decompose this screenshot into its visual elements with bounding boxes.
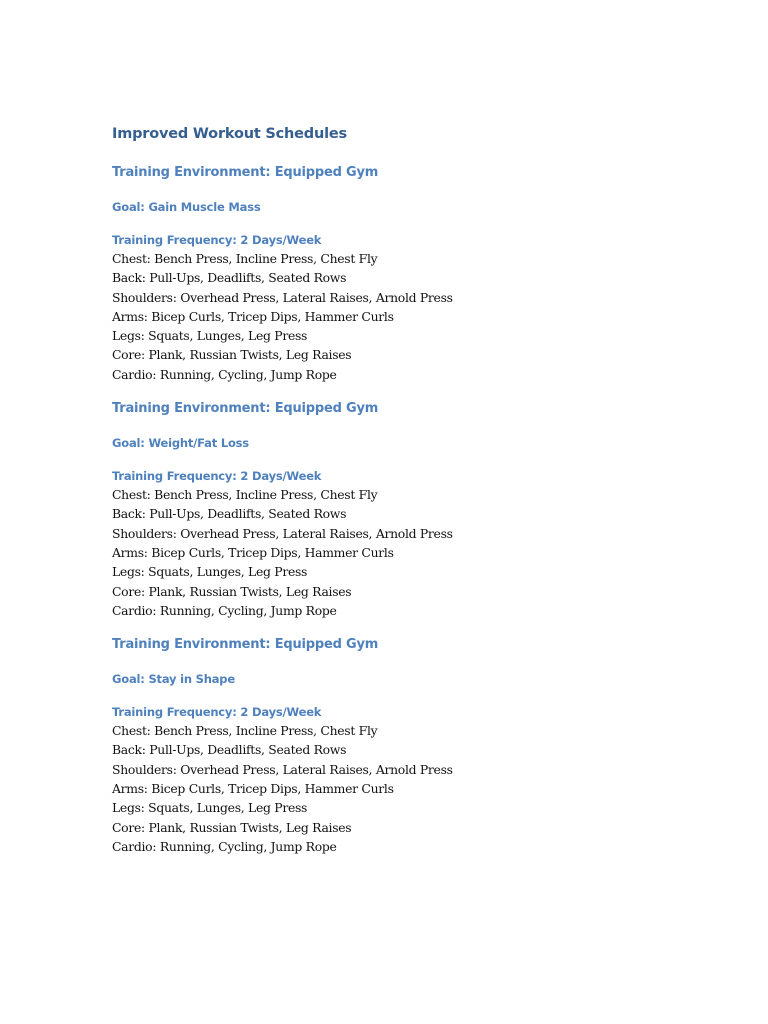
exercise-line-chest: Chest: Bench Press, Incline Press, Chest Fly [112,487,378,503]
document-page [112,124,672,856]
exercise-line-cardio: Cardio: Running, Cycling, Jump Rope [112,602,337,618]
exercise-line-core: Core: Plank, Russian Twists, Leg Raises [112,347,352,363]
goal-heading: Goal: Gain Muscle Mass [112,200,261,214]
exercise-line-legs: Legs: Squats, Lunges, Leg Press [112,328,308,344]
exercise-line-legs: Legs: Squats, Lunges, Leg Press [112,564,308,580]
exercise-line-core: Core: Plank, Russian Twists, Leg Raises [112,819,352,835]
environment-heading: Training Environment: Equipped Gym [112,165,379,180]
exercise-line-back: Back: Pull-Ups, Deadlifts, Seated Rows [112,270,347,286]
exercise-line-legs: Legs: Squats, Lunges, Leg Press [112,800,308,816]
exercise-line-arms: Arms: Bicep Curls, Tricep Dips, Hammer Curls [112,544,394,560]
exercise-list [112,249,672,384]
exercise-line-shoulders: Shoulders: Overhead Press, Lateral Raises, Arnold Press [112,761,453,777]
environment-heading: Training Environment: Equipped Gym [112,637,379,653]
environment-heading: Training Environment: Equipped Gym [112,401,379,417]
exercise-line-shoulders: Shoulders: Overhead Press, Lateral Raises, Arnold Press [112,525,453,541]
exercise-list [112,485,672,620]
exercise-line-arms: Arms: Bicep Curls, Tricep Dips, Hammer Curls [112,308,394,324]
exercise-line-chest: Chest: Bench Press, Incline Press, Chest Fly [112,251,378,266]
schedule-section [112,164,672,384]
exercise-line-core: Core: Plank, Russian Twists, Leg Raises [112,583,352,599]
goal-heading: Goal: Weight/Fat Loss [112,436,249,451]
exercise-line-chest: Chest: Bench Press, Incline Press, Chest Fly [112,723,378,739]
frequency-heading: Training Frequency: 2 Days/Week [112,233,322,247]
frequency-heading: Training Frequency: 2 Days/Week [112,705,322,720]
schedule-section [112,636,672,856]
frequency-heading: Training Frequency: 2 Days/Week [112,469,322,484]
goal-heading: Goal: Stay in Shape [112,672,235,687]
exercise-line-arms: Arms: Bicep Curls, Tricep Dips, Hammer Curls [112,781,394,797]
exercise-list [112,721,672,856]
exercise-line-cardio: Cardio: Running, Cycling, Jump Rope [112,366,337,382]
exercise-line-shoulders: Shoulders: Overhead Press, Lateral Raises, Arnold Press [112,289,453,305]
exercise-line-cardio: Cardio: Running, Cycling, Jump Rope [112,838,337,854]
exercise-line-back: Back: Pull-Ups, Deadlifts, Seated Rows [112,506,347,522]
schedule-section [112,400,672,620]
exercise-line-back: Back: Pull-Ups, Deadlifts, Seated Rows [112,742,347,758]
document-title: Improved Workout Schedules [112,126,347,142]
